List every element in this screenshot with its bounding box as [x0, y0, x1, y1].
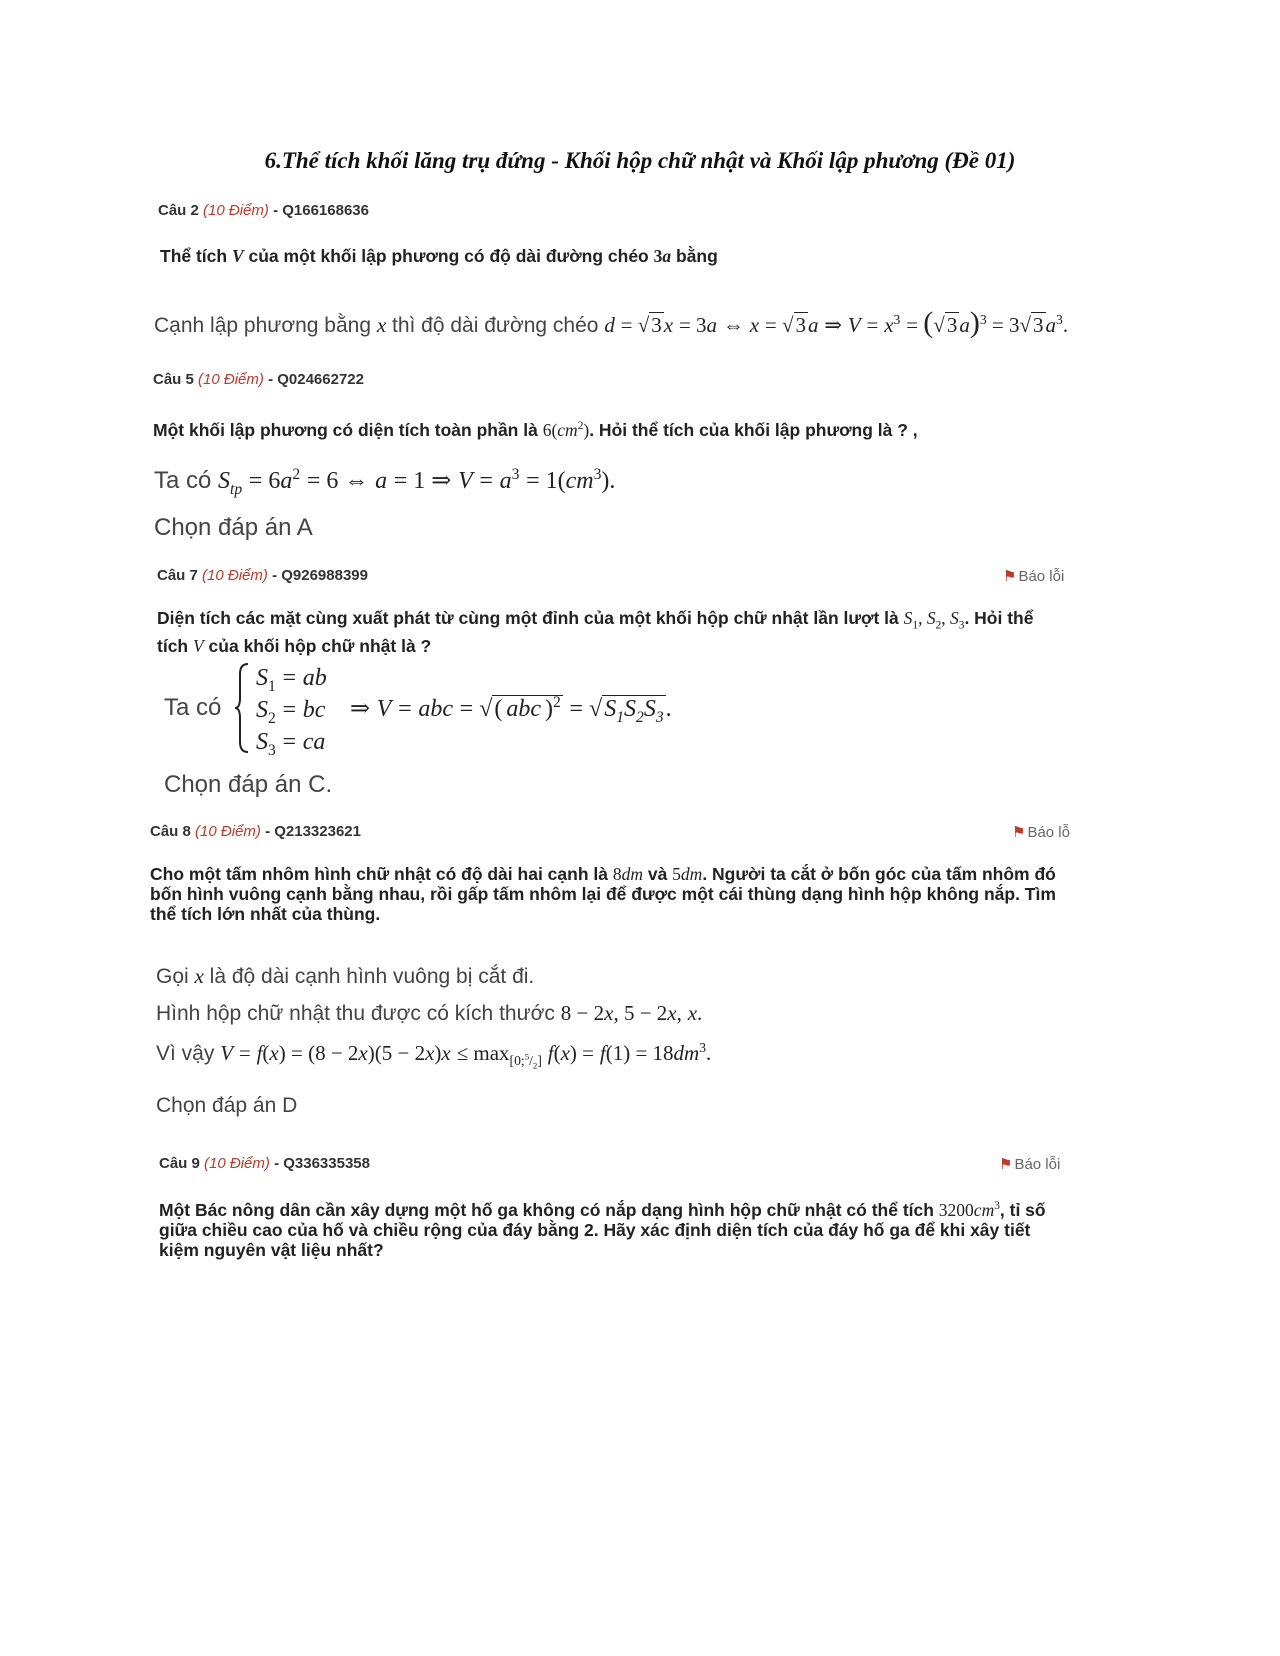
- question-points: (10 Điểm): [198, 371, 264, 388]
- equation-system: [164, 662, 784, 762]
- report-error-label: Báo lỗi: [1018, 568, 1065, 585]
- question-points: (10 Điểm): [195, 823, 261, 840]
- equation-line: $S_3$ = ca: [256, 729, 326, 759]
- question-text: Một khối lập phương có diện tích toàn phần là $6(cm^2)$. Hỏi thể tích của khối lập phương là ? ,: [153, 419, 918, 440]
- question-header: [157, 567, 368, 584]
- solution-line: Ta có: [164, 694, 222, 721]
- question-label: Câu 9: [159, 1155, 200, 1172]
- question-points: (10 Điểm): [204, 1155, 270, 1172]
- flag-icon: ⚑: [1012, 824, 1026, 841]
- question-label: Câu 7: [157, 567, 198, 584]
- equation-line: $S_1$ = ab: [256, 665, 327, 695]
- question-code: - Q926988399: [272, 567, 368, 584]
- solution-line: Cạnh lập phương bằng x thì độ dài đường chéo d = √3x = 3a ⇔ x = √3a ⇒ $V = x^3 = (√3a)^3 = 3√3a^3$.: [154, 306, 1069, 339]
- solution-line: Chọn đáp án A: [154, 514, 313, 541]
- report-error-label: Báo lỗi: [1014, 1156, 1061, 1173]
- question-header: [159, 1155, 370, 1172]
- flag-icon: ⚑: [999, 1156, 1013, 1173]
- solution-line: ⇒ V = abc = √( abc )$^2 = √S_1S_2S_3$.: [350, 694, 672, 726]
- question-text: Diện tích các mặt cùng xuất phát từ cùng một đỉnh của một khối hộp chữ nhật lần lượt là $S_1$, $S_2$, $S_3$. Hỏi thể tích V của khối hộp chữ nhật là ?: [157, 608, 1034, 656]
- question-text: Một Bác nông dân cần xây dựng một hố ga không có nắp dạng hình hộp chữ nhật có thể tích $3200cm^3$, tỉ số giữa chiều cao của hố và chiều rộng của đáy bằng 2. Hãy xác định diện tích của đáy hố ga để khi xây tiết kiệm nguyên vật liệu nhất?: [159, 1199, 1046, 1260]
- report-error-link[interactable]: [999, 1155, 1060, 1173]
- page-title: 6.Thể tích khối lăng trụ đứng - Khối hộp chữ nhật và Khối lập phương (Đề 01): [264, 148, 1016, 173]
- equation-line: $S_2$ = bc: [256, 697, 326, 727]
- equation-system-lines: [256, 662, 327, 758]
- question-header: [158, 202, 369, 219]
- question-label: Câu 8: [150, 823, 191, 840]
- solution-line: Chọn đáp án C.: [164, 771, 333, 798]
- flag-icon: ⚑: [1003, 568, 1017, 585]
- question-code: - Q213323621: [265, 823, 361, 840]
- question-code: - Q336335358: [274, 1155, 370, 1172]
- question-code: - Q024662722: [268, 371, 364, 388]
- solution-line: Hình hộp chữ nhật thu được có kích thước 8 − 2x, 5 − 2x, x.: [156, 1001, 703, 1025]
- left-brace-icon: [234, 662, 250, 754]
- question-code: - Q166168636: [273, 202, 369, 219]
- report-error-link[interactable]: [1003, 567, 1064, 585]
- solution-line: Vì vậy $V = f(x) = (8 - 2x)(5 - 2x)x \le \max_{[0;^5/_2]} f(x) = f(1) = 18dm^3$.: [156, 1040, 712, 1071]
- solution-line: Chọn đáp án D: [156, 1094, 298, 1117]
- solution-line: Ta có $S_{tp} = 6a^2 = 6$ ⇔ a = 1 ⇒ $V = a^3 = 1(cm^3)$.: [154, 466, 616, 498]
- question-points: (10 Điểm): [202, 567, 268, 584]
- report-error-link[interactable]: [1012, 823, 1070, 841]
- question-points: (10 Điểm): [203, 202, 269, 219]
- question-label: Câu 5: [153, 371, 194, 388]
- report-error-label: Báo lỗ: [1027, 824, 1070, 841]
- question-text: Cho một tấm nhôm hình chữ nhật có độ dài hai cạnh là 8dm và 5dm. Người ta cắt ở bốn góc của tấm nhôm đó bốn hình vuông cạnh bằng nhau, rồi gấp tấm nhôm lại để được một cái thùng dạng hình hộp không nắp. Tìm thể tích lớn nhất của thùng.: [150, 864, 1056, 924]
- question-text: Thể tích V của một khối lập phương có độ dài đường chéo 3a bằng: [160, 246, 718, 266]
- question-label: Câu 2: [158, 202, 199, 219]
- solution-line: Gọi x là độ dài cạnh hình vuông bị cắt đi.: [156, 964, 535, 988]
- question-header: [150, 823, 361, 840]
- question-header: [153, 371, 364, 388]
